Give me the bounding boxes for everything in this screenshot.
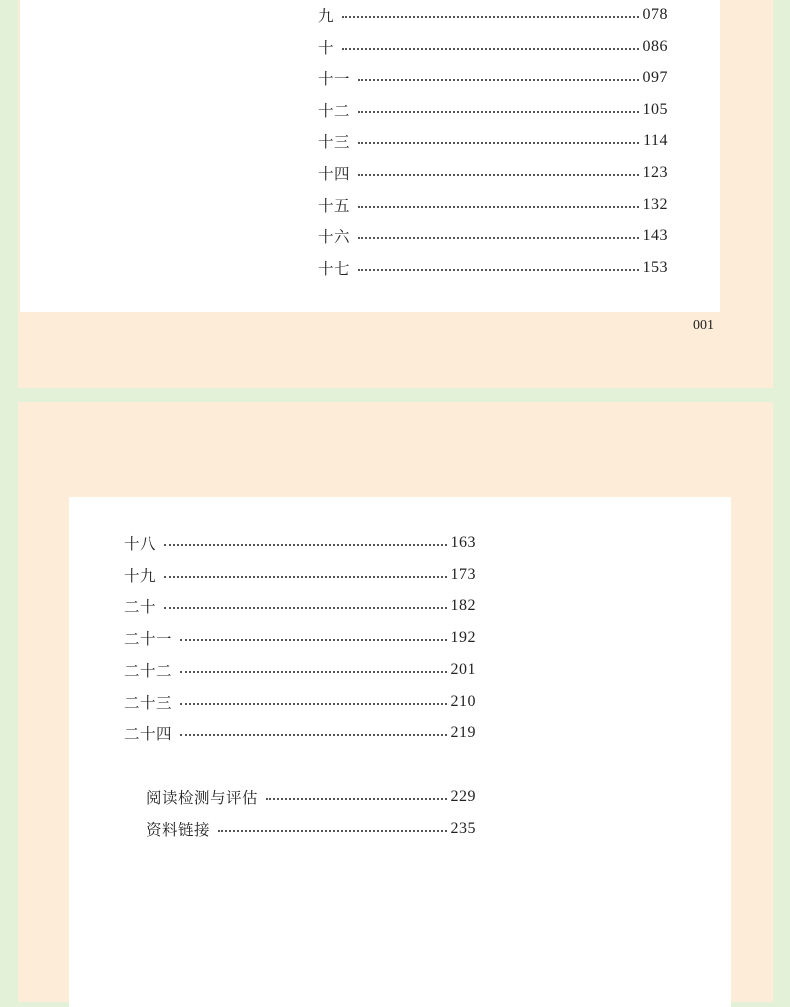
dot-leader [358,237,638,239]
toc-entry-title: 十 [318,38,335,57]
toc-entry [318,225,668,247]
dot-leader [180,671,446,673]
dot-leader [358,79,638,81]
toc-entry-page: 078 [642,6,668,23]
toc-entry-page: 235 [450,820,476,837]
dot-leader [358,269,638,271]
toc-entry-page: 114 [643,132,668,150]
toc-entry-title: 九 [318,7,335,25]
dot-leader [358,174,638,176]
toc-entry-title: 十四 [318,165,351,183]
dot-leader [164,576,446,578]
toc-entry [124,691,476,713]
toc-entry [124,595,476,617]
toc-entry [318,4,668,26]
toc-entry-page: 097 [642,69,668,87]
toc-entry-title: 二十二 [124,661,173,680]
toc-entry-title: 十九 [124,566,157,585]
dot-leader [180,734,446,736]
toc-entry-title: 十五 [318,196,351,215]
dot-leader [358,111,638,113]
toc-entry-title: 十八 [124,535,157,553]
toc-entry-page: 201 [450,660,476,678]
toc-entry-page: 210 [450,692,476,710]
toc-entry-page: 153 [642,258,668,276]
toc-entry [146,818,476,840]
toc-entry [146,786,476,808]
dot-leader [358,206,638,208]
toc-entry [124,564,476,586]
toc-entry [318,99,668,121]
toc-entry-title: 十一 [318,70,351,89]
toc-entry [318,130,668,152]
dot-leader [164,544,446,546]
toc-entry [124,659,476,681]
toc-entry [318,36,668,58]
toc-entry-title: 二十一 [124,630,173,649]
toc-entry-title: 二十四 [124,725,173,744]
toc-entry [318,257,668,279]
dot-leader [358,142,639,144]
toc-entry-page: 163 [450,534,476,551]
toc-entry-title: 十三 [318,133,351,152]
toc-entry-title: 二十三 [124,693,173,712]
toc-entry [318,162,668,184]
toc-entry [318,194,668,216]
table-of-contents-part1 [318,0,668,312]
toc-entry-page: 086 [642,37,668,55]
toc-entry-title: 资料链接 [146,821,211,839]
page-number: 001 [693,318,714,333]
toc-entry-page: 182 [450,597,476,615]
table-of-contents-part2 [124,532,476,744]
toc-entry [318,67,668,89]
dot-leader [218,830,446,832]
toc-entry-title: 二十 [124,598,157,617]
dot-leader [180,703,446,705]
toc-entry-page: 229 [450,788,476,805]
toc-entry [124,627,476,649]
toc-entry-page: 105 [642,100,668,118]
table-of-contents-appendix [146,786,476,840]
toc-entry-title: 十六 [318,228,351,247]
dot-leader [342,16,638,18]
dot-leader [342,48,638,50]
toc-entry-page: 219 [450,724,476,742]
toc-entry-page: 143 [642,227,668,245]
toc-entry-title: 十七 [318,259,351,278]
dot-leader [180,639,446,641]
toc-entry-page: 173 [450,565,476,583]
dot-leader [164,607,446,609]
toc-entry [124,722,476,744]
toc-entry-page: 192 [450,629,476,647]
toc-entry-page: 123 [642,164,668,181]
toc-entry-page: 132 [642,195,668,213]
toc-entry-title: 阅读检测与评估 [146,789,259,807]
dot-leader [266,798,446,800]
toc-entry-title: 十二 [318,101,351,120]
toc-entry [124,532,476,554]
